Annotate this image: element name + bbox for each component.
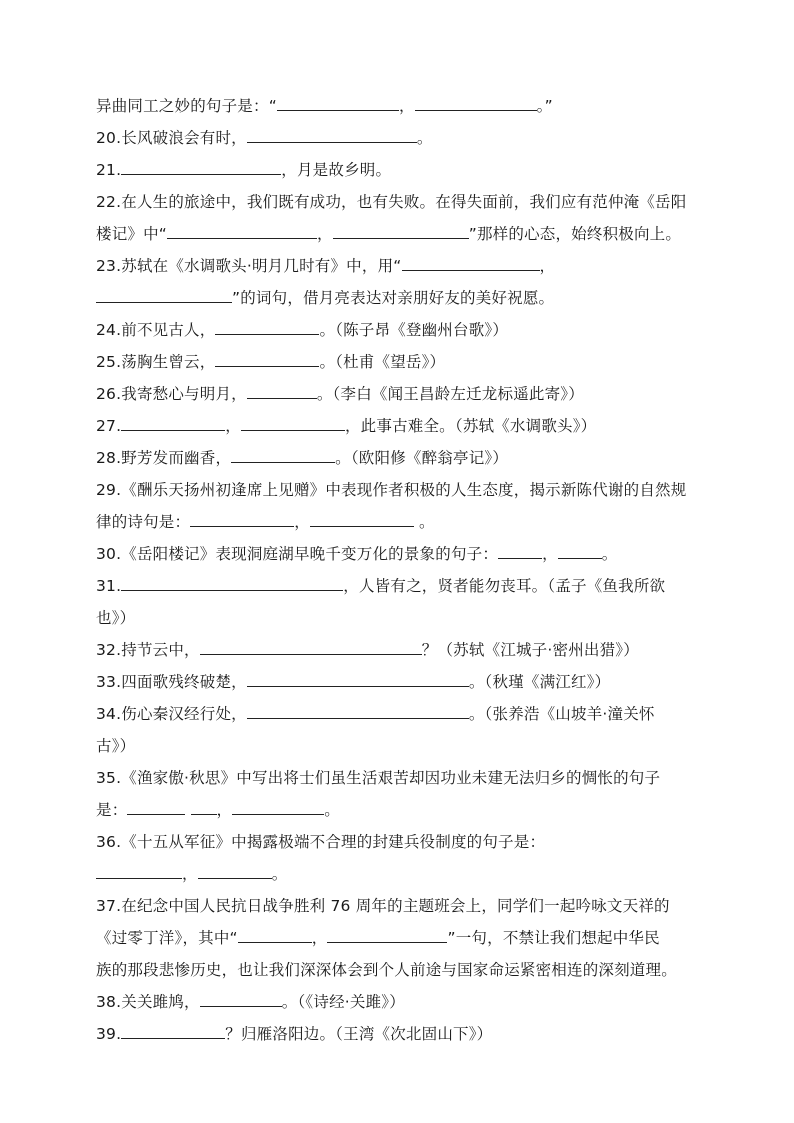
answer-blank[interactable] <box>121 576 343 591</box>
line-text: 23.苏轼在《水调歌头·明月几时有》中，用“ <box>96 257 402 275</box>
line-text: 20.长风破浪会有时， <box>96 129 247 147</box>
line-text: 。（陈子昂《登幽州台歌》） <box>319 321 509 339</box>
text-line <box>96 672 610 692</box>
line-text: 33.四面歌残终破楚， <box>96 673 247 691</box>
text-line <box>96 256 555 276</box>
line-text: 也》） <box>96 609 136 627</box>
line-text: 《过零丁洋》，其中“ <box>96 929 238 947</box>
answer-blank[interactable] <box>498 544 542 559</box>
line-text: 29.《酬乐天扬州初逢席上见赠》中表现作者积极的人生态度，揭示新陈代谢的自然规 <box>96 481 687 499</box>
answer-blank[interactable] <box>232 800 324 815</box>
answer-blank[interactable] <box>238 928 312 943</box>
line-text: 。 <box>413 513 435 531</box>
answer-blank[interactable] <box>310 512 414 527</box>
line-text: 。（《诗经·关雎》） <box>281 993 405 1011</box>
text-line <box>96 224 681 244</box>
line-text: 律的诗句是： <box>96 513 191 531</box>
line-text: ”那样的心态，始终积极向上。 <box>468 225 682 243</box>
line-text: 。（秋瑾《满江红》） <box>468 673 611 691</box>
text-line <box>96 704 655 724</box>
line-text: 32.持节云中， <box>96 641 200 659</box>
line-text: ， <box>294 513 310 531</box>
text-line <box>96 320 508 340</box>
line-text: 族的那段悲惨历史，也让我们深深体会到个人前途与国家命运紧密相连的深刻道理。 <box>96 961 677 979</box>
answer-blank[interactable] <box>247 128 417 143</box>
line-text: ”的词句，借月亮表达对亲朋好友的美好祝愿。 <box>232 289 555 307</box>
text-line <box>96 288 554 308</box>
line-text: ， <box>542 545 558 563</box>
answer-blank[interactable] <box>215 320 319 335</box>
text-line <box>96 192 686 212</box>
line-text: 。（张养浩《山坡羊·潼关怀 <box>468 705 655 723</box>
line-text: 。（李白《闻王昌龄左迁龙标遥此寄》） <box>316 385 584 403</box>
answer-blank[interactable] <box>121 416 225 431</box>
line-text: 异曲同工之妙的句子是：“ <box>96 97 277 115</box>
line-text: 37.在纪念中国人民抗日战争胜利 76 周年的主题班会上，同学们一起吟咏文天祥的 <box>96 897 670 915</box>
answer-blank[interactable] <box>415 96 537 111</box>
line-text: 27. <box>96 417 122 435</box>
line-text: 是： <box>96 801 128 819</box>
line-text: 。 <box>416 129 433 147</box>
line-text: 35.《渔家傲·秋思》中写出将士们虽生活艰苦却因功业未建无法归乡的惆怅的句子 <box>96 769 661 787</box>
line-text: 36.《十五从军征》中揭露极端不合理的封建兵役制度的句子是： <box>96 833 546 851</box>
answer-blank[interactable] <box>198 864 272 879</box>
line-text: 21. <box>96 161 122 179</box>
line-text: 39. <box>96 1025 122 1043</box>
line-text: ”一句，不禁让我们想起中华民 <box>447 929 660 947</box>
line-text: 30.《岳阳楼记》表现洞庭湖早晚千变万化的景象的句子： <box>96 545 499 563</box>
line-text: 26.我寄愁心与明月， <box>96 385 247 403</box>
answer-blank[interactable] <box>277 96 399 111</box>
line-text: ， <box>225 417 241 435</box>
line-text: ， <box>398 97 415 115</box>
line-text: 38.关关雎鸠， <box>96 993 200 1011</box>
line-text: 28.野芳发而幽香， <box>96 449 232 467</box>
answer-blank[interactable] <box>231 448 335 463</box>
line-text: 。 <box>271 865 288 883</box>
answer-blank[interactable] <box>96 288 232 303</box>
answer-blank[interactable] <box>241 416 345 431</box>
text-line <box>96 352 445 372</box>
text-line <box>96 896 670 916</box>
line-text: 。 <box>324 801 340 819</box>
line-text: 。” <box>536 97 553 115</box>
answer-blank[interactable] <box>247 384 317 399</box>
line-text: 古》） <box>96 737 136 755</box>
text-line <box>96 992 405 1012</box>
answer-blank[interactable] <box>200 992 282 1007</box>
line-text: 24.前不见古人， <box>96 321 216 339</box>
line-text: ， <box>311 929 328 947</box>
line-text: ， <box>216 801 233 819</box>
answer-blank[interactable] <box>96 864 182 879</box>
answer-blank[interactable] <box>327 928 447 943</box>
text-line <box>96 160 391 180</box>
answer-blank[interactable] <box>191 800 217 815</box>
answer-blank[interactable] <box>167 224 317 239</box>
line-text: 31. <box>96 577 122 595</box>
text-line <box>96 928 660 948</box>
text-line <box>96 96 553 116</box>
line-text: ，此事古难全。（苏轼《水调歌头》） <box>344 417 597 435</box>
text-line <box>96 576 665 596</box>
text-line <box>96 416 596 436</box>
line-text: ， <box>182 865 198 883</box>
text-line <box>96 384 584 404</box>
line-text: 34.伤心秦汉经行处， <box>96 705 247 723</box>
line-text: 25.荡胸生曾云， <box>96 353 216 371</box>
answer-blank[interactable] <box>127 800 185 815</box>
line-text: 楼记》中“ <box>96 225 168 243</box>
line-text: 22.在人生的旅途中，我们既有成功，也有失败。在得失面前，我们应有范仲淹《岳阳 <box>96 193 687 211</box>
line-text: ，月是故乡明。 <box>281 161 392 179</box>
text-line <box>96 448 508 468</box>
text-line <box>96 960 677 980</box>
text-line <box>96 864 287 884</box>
text-line <box>96 544 617 564</box>
answer-blank[interactable] <box>333 224 469 239</box>
answer-blank[interactable] <box>200 640 422 655</box>
text-line <box>96 512 435 532</box>
line-text: ， <box>539 257 556 275</box>
line-text: 。（杜甫《望岳》） <box>319 353 446 371</box>
answer-blank[interactable] <box>121 1024 225 1039</box>
answer-blank[interactable] <box>247 704 469 719</box>
text-line <box>96 128 433 148</box>
answer-blank[interactable] <box>121 160 281 175</box>
line-text: ，人皆有之，贤者能勿丧耳。（孟子《鱼我所欲 <box>343 577 666 595</box>
line-text: ？（苏轼《江城子·密州出猎》） <box>421 641 639 659</box>
text-line <box>96 736 135 756</box>
line-text: ， <box>317 225 333 243</box>
answer-blank[interactable] <box>558 544 602 559</box>
text-line <box>96 640 639 660</box>
text-line <box>96 480 686 500</box>
line-text: 。（欧阳修《醉翁亭记》） <box>335 449 509 467</box>
line-text: ？归雁洛阳边。（王湾《次北固山下》） <box>225 1025 493 1043</box>
text-line <box>96 1024 492 1044</box>
text-line <box>96 768 660 788</box>
line-text: 。 <box>601 545 618 563</box>
answer-blank[interactable] <box>402 256 540 271</box>
text-line <box>96 800 340 820</box>
answer-blank[interactable] <box>215 352 319 367</box>
answer-blank[interactable] <box>247 672 469 687</box>
answer-blank[interactable] <box>190 512 294 527</box>
text-line <box>96 608 135 628</box>
text-line <box>96 832 545 852</box>
